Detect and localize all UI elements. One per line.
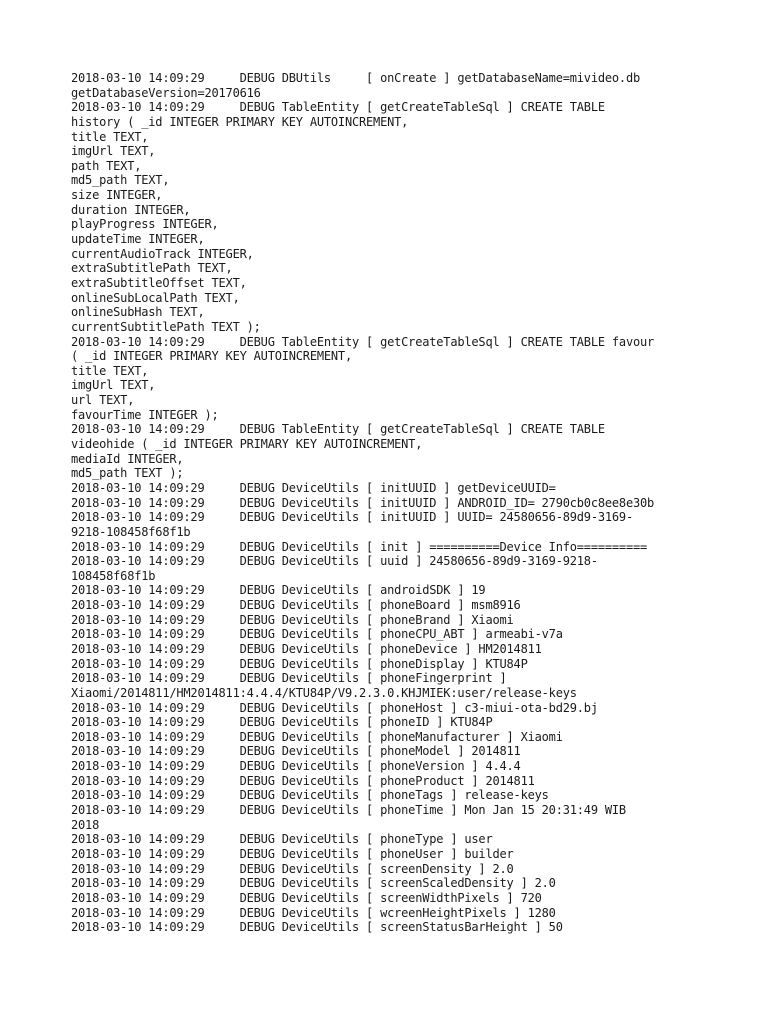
log-line: 2018-03-10 14:09:29 DEBUG DeviceUtils [ androidSDK ] 19 <box>71 583 486 598</box>
log-line: 2018-03-10 14:09:29 DEBUG DeviceUtils [ phoneID ] KTU84P <box>71 715 493 730</box>
log-line: 2018-03-10 14:09:29 DEBUG DeviceUtils [ screenStatusBarHeight ] 50 <box>71 920 563 935</box>
log-line: 2018-03-10 14:09:29 DEBUG DeviceUtils [ initUUID ] UUID= 24580656-89d9-3169- <box>71 510 633 525</box>
log-line: 2018-03-10 14:09:29 DEBUG DeviceUtils [ phoneTags ] release-keys <box>71 788 549 803</box>
log-line: 9218-108458f68f1b <box>71 524 191 539</box>
log-line: videohide ( _id INTEGER PRIMARY KEY AUTOINCREMENT, <box>71 437 423 452</box>
log-line: imgUrl TEXT, <box>71 144 156 159</box>
log-line: updateTime INTEGER, <box>71 232 205 247</box>
log-line: 2018-03-10 14:09:29 DEBUG DeviceUtils [ phoneCPU_ABT ] armeabi-v7a <box>71 627 563 642</box>
log-line: 2018-03-10 14:09:29 DEBUG DeviceUtils [ phoneBoard ] msm8916 <box>71 598 521 613</box>
log-line: 2018-03-10 14:09:29 DEBUG DeviceUtils [ screenScaledDensity ] 2.0 <box>71 876 556 891</box>
log-line: 2018-03-10 14:09:29 DEBUG DeviceUtils [ init ] ==========Device Info========== <box>71 539 648 554</box>
log-line: 2018-03-10 14:09:29 DEBUG TableEntity [ getCreateTableSql ] CREATE TABLE favour <box>71 334 655 349</box>
log-line: duration INTEGER, <box>71 202 191 217</box>
log-line: md5_path TEXT, <box>71 173 170 188</box>
log-line: onlineSubLocalPath TEXT, <box>71 290 240 305</box>
log-line: 2018-03-10 14:09:29 DEBUG DeviceUtils [ phoneDisplay ] KTU84P <box>71 656 528 671</box>
log-line: 2018-03-10 14:09:29 DEBUG DeviceUtils [ phoneBrand ] Xiaomi <box>71 612 514 627</box>
log-line: 2018-03-10 14:09:29 DEBUG DeviceUtils [ screenDensity ] 2.0 <box>71 861 514 876</box>
log-line: 2018-03-10 14:09:29 DEBUG DeviceUtils [ phoneProduct ] 2014811 <box>71 773 535 788</box>
log-line: 2018-03-10 14:09:29 DEBUG DeviceUtils [ initUUID ] ANDROID_ID= 2790cb0c8ee8e30b <box>71 495 655 510</box>
log-line: imgUrl TEXT, <box>71 378 156 393</box>
log-line: 2018-03-10 14:09:29 DEBUG DeviceUtils [ phoneManufacturer ] Xiaomi <box>71 729 563 744</box>
log-line: 2018-03-10 14:09:29 DEBUG DeviceUtils [ phoneFingerprint ] <box>71 671 507 686</box>
log-line: extraSubtitlePath TEXT, <box>71 261 233 276</box>
log-line: title TEXT, <box>71 363 149 378</box>
log-line: 2018-03-10 14:09:29 DEBUG DeviceUtils [ screenWidthPixels ] 720 <box>71 890 542 905</box>
log-line: mediaId INTEGER, <box>71 451 184 466</box>
log-line: 2018-03-10 14:09:29 DEBUG DeviceUtils [ phoneTime ] Mon Jan 15 20:31:49 WIB <box>71 803 626 818</box>
log-line: 108458f68f1b <box>71 568 156 583</box>
log-line: 2018-03-10 14:09:29 DEBUG TableEntity [ getCreateTableSql ] CREATE TABLE <box>71 422 605 437</box>
log-text-block <box>71 71 711 935</box>
log-line: 2018-03-10 14:09:29 DEBUG DeviceUtils [ phoneModel ] 2014811 <box>71 744 521 759</box>
log-line: ( _id INTEGER PRIMARY KEY AUTOINCREMENT, <box>71 349 352 364</box>
log-line: playProgress INTEGER, <box>71 217 219 232</box>
log-line: path TEXT, <box>71 158 142 173</box>
log-line: url TEXT, <box>71 393 135 408</box>
log-line: currentSubtitlePath TEXT ); <box>71 319 261 334</box>
log-line: size INTEGER, <box>71 188 163 203</box>
log-line: history ( _id INTEGER PRIMARY KEY AUTOINCREMENT, <box>71 114 409 129</box>
log-line: title TEXT, <box>71 129 149 144</box>
log-line: 2018-03-10 14:09:29 DEBUG DeviceUtils [ phoneVersion ] 4.4.4 <box>71 759 521 774</box>
log-line: 2018-03-10 14:09:29 DEBUG TableEntity [ getCreateTableSql ] CREATE TABLE <box>71 100 605 115</box>
log-line: 2018 <box>71 817 100 832</box>
log-line: extraSubtitleOffset TEXT, <box>71 275 247 290</box>
log-line: currentAudioTrack INTEGER, <box>71 246 254 261</box>
log-line: 2018-03-10 14:09:29 DEBUG DeviceUtils [ wcreenHeightPixels ] 1280 <box>71 905 556 920</box>
log-line: Xiaomi/2014811/HM2014811:4.4.4/KTU84P/V9.2.3.0.KHJMIEK:user/release-keys <box>71 685 577 700</box>
log-line: 2018-03-10 14:09:29 DEBUG DeviceUtils [ phoneUser ] builder <box>71 846 514 861</box>
log-line: 2018-03-10 14:09:29 DEBUG DeviceUtils [ phoneDevice ] HM2014811 <box>71 641 542 656</box>
log-line: 2018-03-10 14:09:29 DEBUG DBUtils [ onCreate ] getDatabaseName=mivideo.db <box>71 71 640 85</box>
log-line: 2018-03-10 14:09:29 DEBUG DeviceUtils [ phoneType ] user <box>71 832 493 847</box>
log-line: onlineSubHash TEXT, <box>71 305 205 320</box>
log-line: favourTime INTEGER ); <box>71 407 219 422</box>
log-line: 2018-03-10 14:09:29 DEBUG DeviceUtils [ phoneHost ] c3-miui-ota-bd29.bj <box>71 700 598 715</box>
log-line: 2018-03-10 14:09:29 DEBUG DeviceUtils [ initUUID ] getDeviceUUID= <box>71 480 556 495</box>
log-line: md5_path TEXT ); <box>71 466 184 481</box>
log-line: 2018-03-10 14:09:29 DEBUG DeviceUtils [ uuid ] 24580656-89d9-3169-9218- <box>71 554 598 569</box>
log-line: getDatabaseVersion=20170616 <box>71 85 261 100</box>
